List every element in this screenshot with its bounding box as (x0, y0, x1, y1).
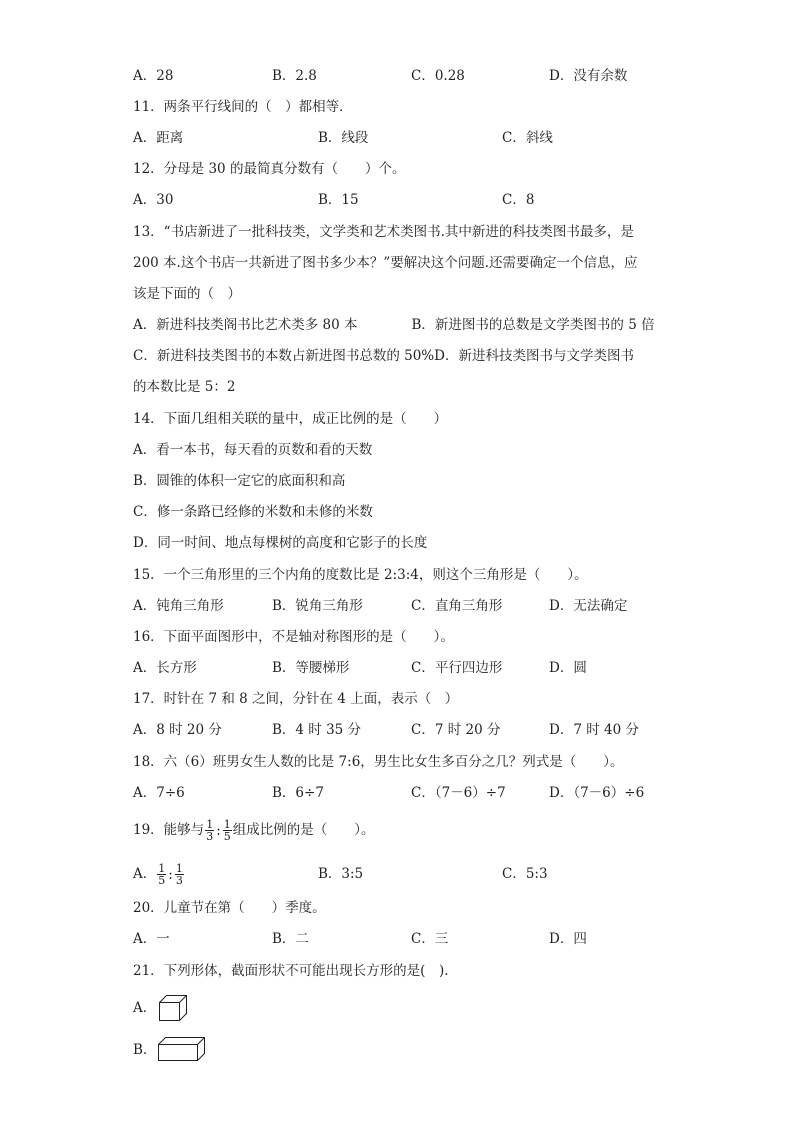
q14-option-c[interactable]: C．修一条路已经修的米数和未修的米数 (133, 504, 373, 520)
q16-options (133, 658, 733, 678)
q14-stem: 14．下面几组相关联的量中，成正比例的是（ ） (133, 411, 448, 427)
q17-option-a[interactable]: A．8 时 20 分 (133, 722, 222, 738)
rectangular-prism-icon[interactable] (156, 1035, 208, 1063)
q19-stem-colon: : (216, 822, 221, 839)
q19-option-a-fraction-2 (175, 863, 184, 886)
q11-option-c[interactable]: C．斜线 (502, 130, 553, 146)
fraction-denominator: 5 (223, 830, 231, 843)
q15-options (133, 596, 733, 616)
q19-option-a-label: A． (133, 866, 157, 882)
q18-option-d[interactable]: D．（7－6）÷6 (549, 785, 645, 801)
q10-option-c[interactable]: C．0.28 (411, 68, 465, 84)
fraction-numerator: 1 (158, 862, 166, 875)
q19-option-b[interactable]: B．3:5 (318, 866, 364, 882)
q19-stem-prefix: 19．能够与 (133, 822, 205, 838)
q12-option-b[interactable]: B．15 (318, 192, 359, 208)
q18-option-b[interactable]: B．6÷7 (272, 785, 324, 801)
q19-option-c[interactable]: C．5:3 (502, 866, 548, 882)
q12-option-a[interactable]: A．30 (133, 192, 174, 208)
q13-option-line-2[interactable]: C．新进科技类图书的本数占新进图书总数的 50%D．新进科技类图书与文学类图书 (133, 348, 634, 364)
q15-option-a[interactable]: A．钝角三角形 (133, 598, 224, 614)
q14-option-b[interactable]: B．圆锥的体积一定它的底面积和高 (133, 473, 346, 489)
cube-icon[interactable] (156, 993, 190, 1023)
q13-stem-line-1: 13．“书店新进了一批科技类，文学类和艺术类图书.其中新进的科技类图书最多，是 (133, 224, 634, 240)
q13-option-line-1[interactable]: A．新进科技类阁书比艺术类多 80 本 B．新进图书的总数是文学类图书的 5 倍 (133, 317, 655, 333)
q17-stem: 17．时针在 7 和 8 之间，分针在 4 上面，表示（ ） (133, 691, 459, 707)
q11-stem: 11．两条平行线间的（ ）都相等． (133, 99, 353, 115)
q17-option-b[interactable]: B．4 时 35 分 (272, 722, 362, 738)
q18-stem: 18．六（6）班男女生人数的比是 7:6，男生比女生多百分之几？列式是（ ）。 (133, 754, 624, 770)
q17-options (133, 720, 733, 740)
q13-stem-line-3: 该是下面的（ ） (133, 286, 241, 302)
q15-stem: 15．一个三角形里的三个内角的度数比是 2:3:4，则这个三角形是（ ）。 (133, 567, 588, 583)
q20-stem: 20．儿童节在第（ ）季度。 (133, 900, 326, 916)
q13-option-line-3[interactable]: 的本数比是 5：2 (133, 379, 236, 395)
q12-stem: 12．分母是 30 的最简真分数有（ ）个。 (133, 161, 406, 177)
q16-option-b[interactable]: B．等腰梯形 (272, 660, 350, 676)
q20-option-b[interactable]: B．二 (272, 931, 309, 947)
q16-option-c[interactable]: C．平行四边形 (411, 660, 503, 676)
q10-option-a[interactable]: A．28 (133, 68, 174, 84)
q21-stem: 21．下列形体，截面形状不可能出现长方形的是( ). (133, 963, 449, 979)
q12-options (133, 190, 733, 210)
q19-option-a[interactable] (133, 860, 185, 889)
q20-option-d[interactable]: D．四 (549, 931, 587, 947)
q15-option-b[interactable]: B．锐角三角形 (272, 598, 363, 614)
q13-stem-line-2: 200 本.这个书店一共新进了图书多少本？”要解决这个问题.还需要确定一个信息，应 (133, 255, 638, 271)
q11-option-a[interactable]: A．距离 (133, 130, 184, 146)
q16-option-a[interactable]: A．长方形 (133, 660, 197, 676)
q10-option-b[interactable]: B．2.8 (272, 68, 317, 84)
q11-options (133, 128, 733, 148)
q17-option-d[interactable]: D．7 时 40 分 (549, 722, 639, 738)
q19-stem-suffix: 组成比例的是（ ）。 (232, 822, 375, 838)
q20-options (133, 929, 733, 949)
q10-options (133, 66, 733, 86)
q21-option-a-label[interactable]: A． (133, 1000, 157, 1016)
q20-option-a[interactable]: A．一 (133, 931, 170, 947)
fraction-denominator: 3 (175, 874, 183, 887)
q11-option-b[interactable]: B．线段 (318, 130, 369, 146)
q19-stem-fraction-2 (223, 819, 232, 842)
fraction-numerator: 1 (175, 862, 183, 875)
q19-option-a-colon: : (168, 866, 173, 883)
q15-option-c[interactable]: C．直角三角形 (411, 598, 503, 614)
q21-option-b-label[interactable]: B． (133, 1042, 157, 1058)
q12-option-c[interactable]: C．8 (502, 192, 535, 208)
q19-option-a-fraction-1 (157, 863, 166, 886)
q16-stem: 16．下面平面图形中，不是轴对称图形的是（ ）。 (133, 629, 454, 645)
fraction-denominator: 3 (206, 830, 214, 843)
q10-option-d[interactable]: D．没有余数 (549, 68, 628, 84)
q18-option-a[interactable]: A．7÷6 (133, 785, 185, 801)
fraction-denominator: 5 (158, 874, 166, 887)
q19-stem (133, 816, 375, 845)
q18-options (133, 783, 733, 803)
fraction-numerator: 1 (223, 818, 231, 831)
q14-option-a[interactable]: A．看一本书，每天看的页数和看的天数 (133, 442, 373, 458)
q14-option-d[interactable]: D．同一时间、地点每棵树的高度和它影子的长度 (133, 535, 428, 551)
q18-option-c[interactable]: C．（7－6）÷7 (411, 785, 506, 801)
q17-option-c[interactable]: C．7 时 20 分 (411, 722, 501, 738)
q15-option-d[interactable]: D．无法确定 (549, 598, 628, 614)
q20-option-c[interactable]: C．三 (411, 931, 449, 947)
q19-options (133, 860, 733, 888)
q16-option-d[interactable]: D．圆 (549, 660, 587, 676)
fraction-numerator: 1 (206, 818, 214, 831)
q19-stem-fraction-1 (205, 819, 214, 842)
